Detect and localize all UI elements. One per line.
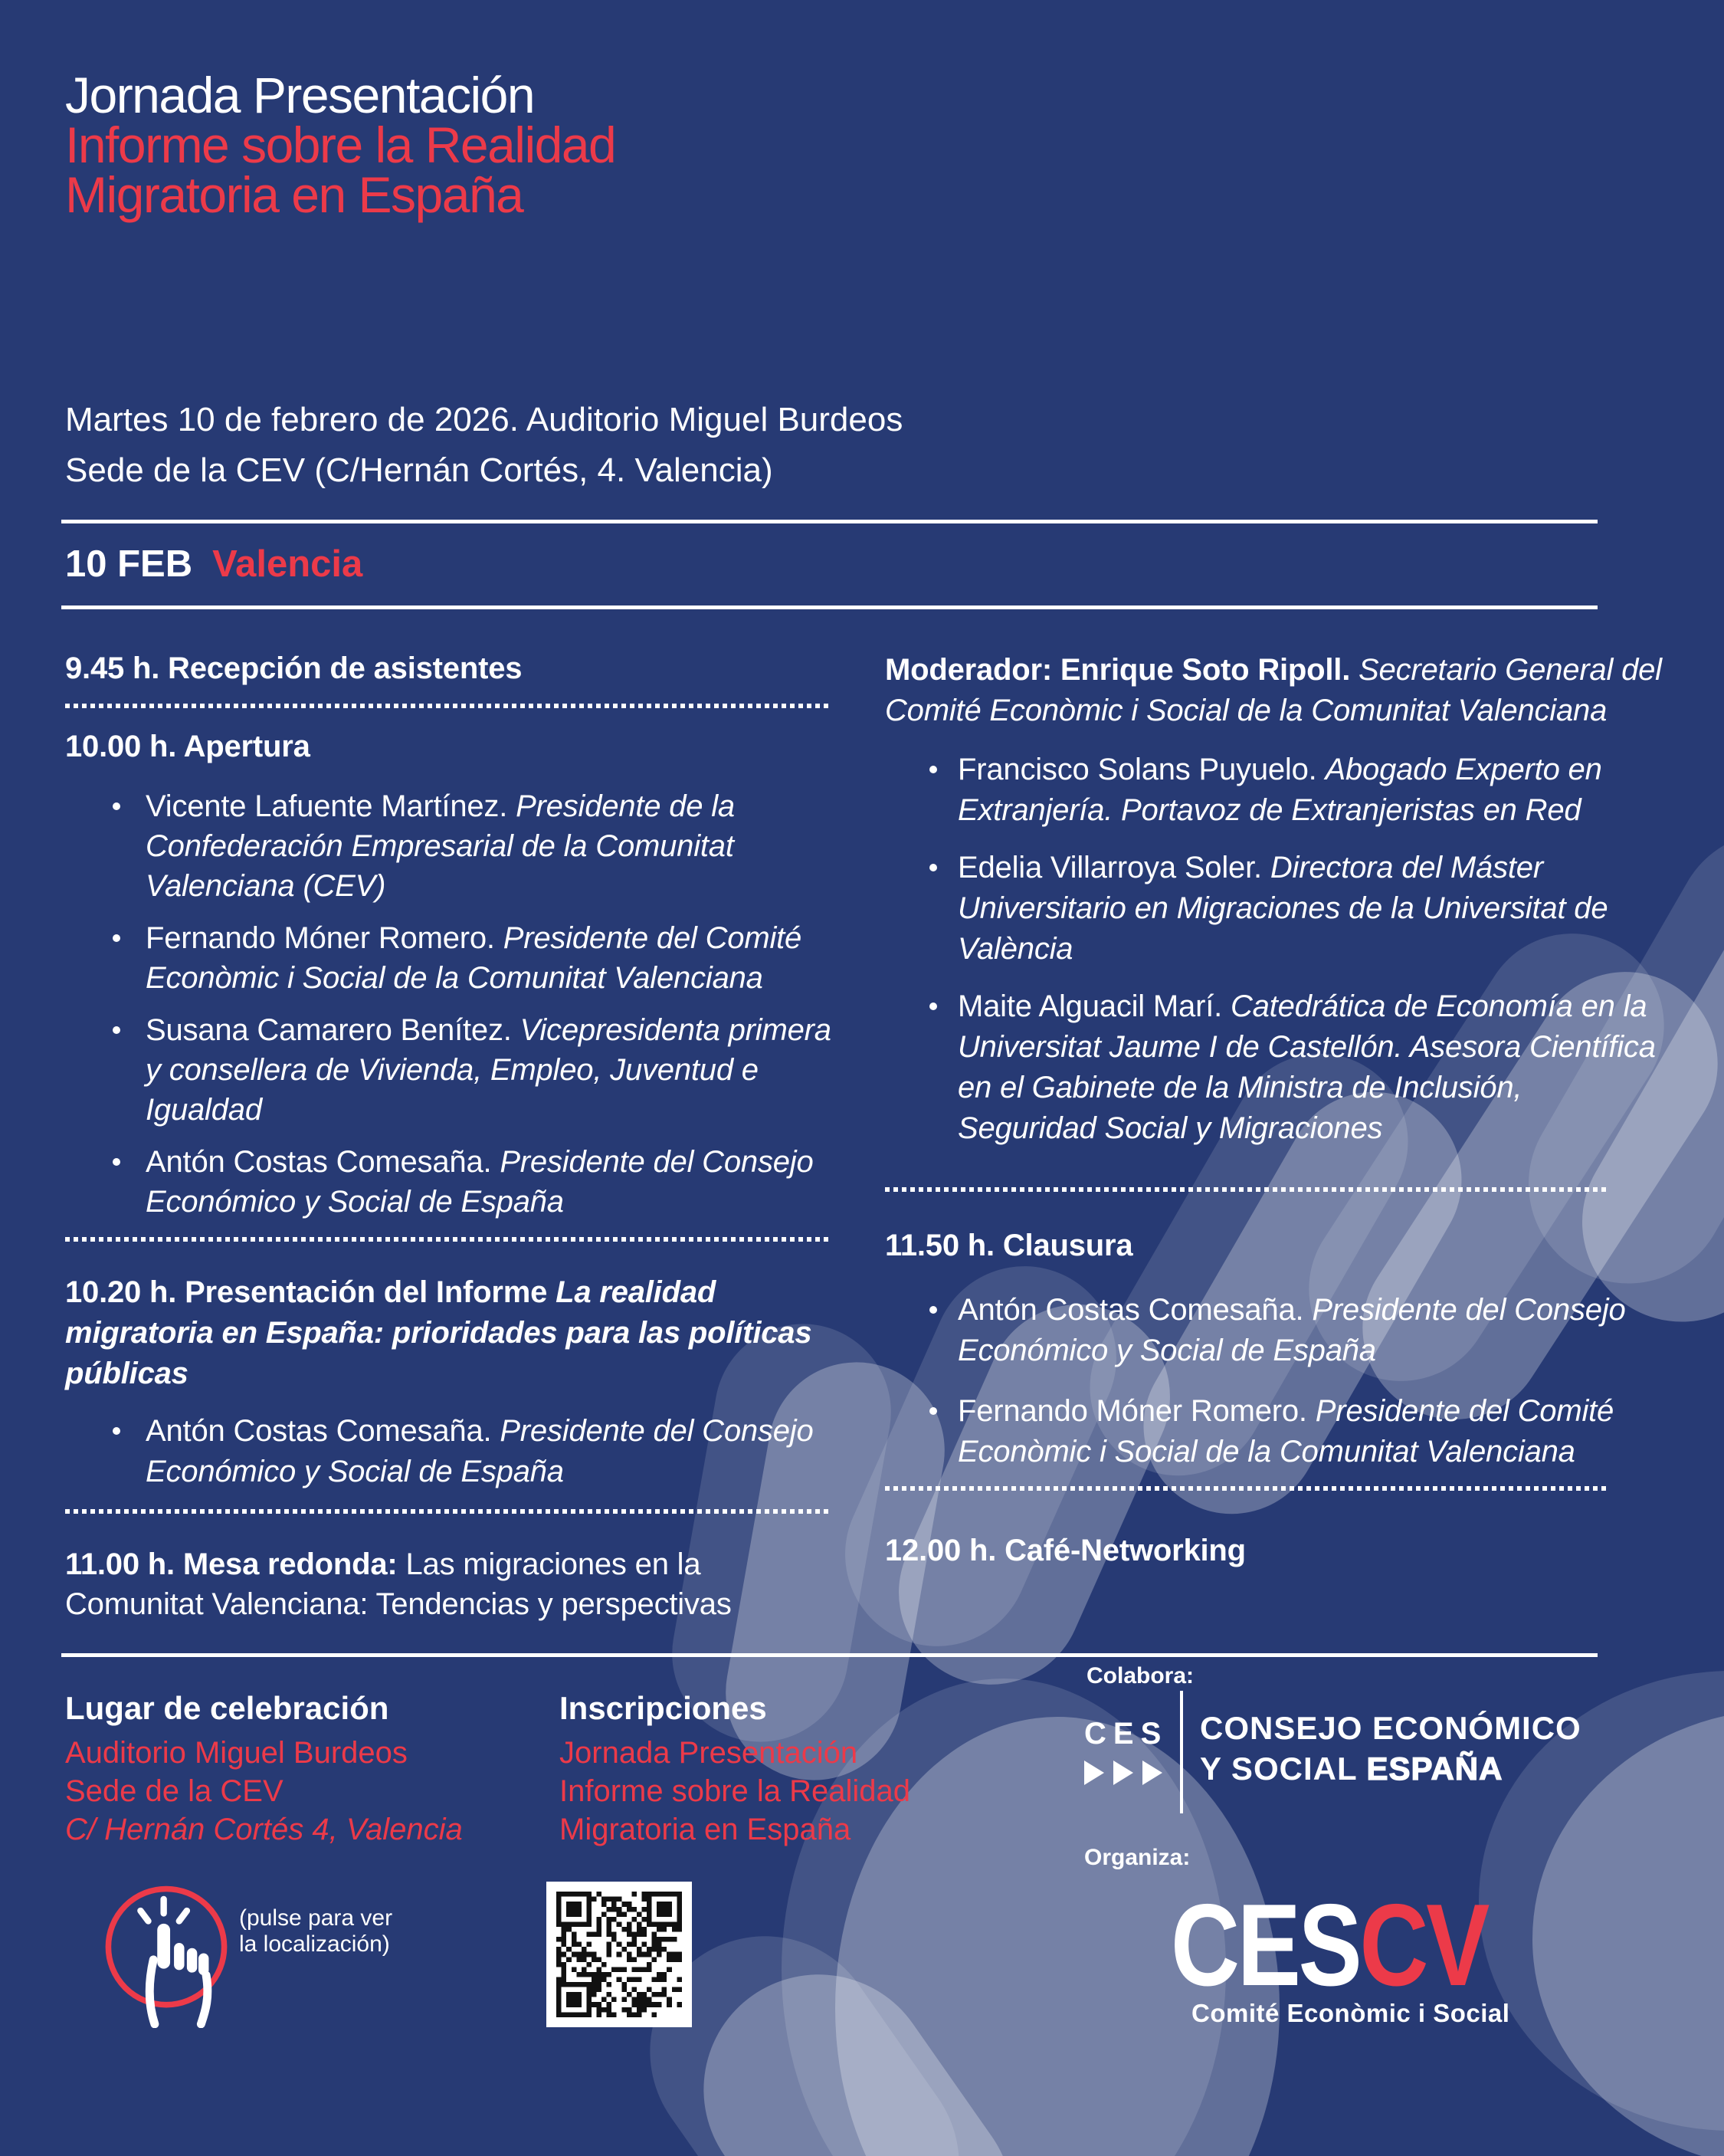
report-title-bold: 10.20 h. Presentación del Informe: [65, 1275, 548, 1309]
speaker-item: [885, 848, 1663, 970]
speaker-role: Presidente del Comité Econòmic i Social de la Comunitat Valenciana: [146, 921, 802, 995]
speaker-name: Antón Costas Comesaña.: [146, 1414, 492, 1448]
collaborates-label: Colabora:: [1087, 1663, 1195, 1688]
bullet-icon: [113, 1026, 120, 1034]
moderator-name: Moderador: Enrique Soto Ripoll.: [885, 653, 1351, 687]
session-roundtable-title: [65, 1544, 835, 1624]
session-opening-title: 10.00 h. Apertura: [65, 730, 310, 763]
subtitle-line-1: Martes 10 de febrero de 2026. Auditorio Miguel Burdeos: [65, 401, 903, 438]
title-line-3: Migratoria en España: [65, 166, 523, 223]
ces-name-line-1: CONSEJO ECONÓMICO: [1200, 1710, 1581, 1746]
speaker-role: Presidente del Comité Econòmic i Social de la Comunitat Valenciana: [958, 1394, 1614, 1469]
speaker-name: Francisco Solans Puyuelo.: [958, 753, 1317, 786]
speaker-role: Vicepresidenta primera y consellera de Vivienda, Empleo, Juventud e Igualdad: [146, 1013, 831, 1127]
map-hint-text: [239, 1905, 392, 1957]
inscriptions-line-2[interactable]: Informe sobre la Realidad: [559, 1774, 911, 1808]
moderator-role: Secretario General del Comité Econòmic i Social de la Comunitat Valenciana: [885, 653, 1662, 727]
inscriptions-heading: Inscripciones: [559, 1690, 767, 1726]
map-hint-line-2: la localización): [239, 1931, 390, 1957]
venue-line-3: C/ Hernán Cortés 4, Valencia: [65, 1813, 463, 1846]
venue-address: [65, 1734, 463, 1849]
dotted-separator: [885, 1187, 1609, 1192]
title-line-1: Jornada Presentación: [65, 67, 535, 123]
opening-speakers-list: [65, 786, 835, 1222]
bullet-icon: [929, 1003, 937, 1010]
dotted-separator: [885, 1486, 1609, 1491]
speaker-item: [65, 1411, 835, 1492]
report-speakers-list: [65, 1411, 835, 1492]
moderator-block: [885, 650, 1663, 731]
cescv-logo-subtitle: Comité Econòmic i Social: [1191, 1999, 1510, 2027]
inscriptions-link[interactable]: [559, 1734, 910, 1849]
speaker-item: [885, 750, 1663, 831]
poster-title: [65, 67, 616, 223]
speaker-item: [885, 986, 1663, 1149]
speaker-role: Presidente del Consejo Económico y Social de España: [146, 1145, 814, 1219]
speaker-item: [885, 1391, 1663, 1472]
cescv-logo-white: CES: [1171, 1880, 1360, 2010]
session-reception-title: 9.45 h. Recepción de asistentes: [65, 651, 523, 685]
ces-logo-name: [1200, 1708, 1581, 1789]
speaker-role: Presidente del Consejo Económico y Social de España: [146, 1414, 814, 1488]
cescv-logo-red: CV: [1359, 1880, 1488, 2010]
ces-name-heavy: ESPAÑA: [1366, 1751, 1503, 1787]
map-hint-line-1: (pulse para ver: [239, 1905, 393, 1931]
speaker-name: Fernando Móner Romero.: [958, 1394, 1307, 1428]
speaker-role: Presidente del Consejo Económico y Social de España: [958, 1293, 1626, 1367]
inscriptions-line-1[interactable]: Jornada Presentación: [559, 1736, 858, 1770]
speaker-name: Edelia Villarroya Soler.: [958, 851, 1262, 884]
agenda-column-right: [885, 650, 1663, 1570]
session-coffee-title: 12.00 h. Café-Networking: [885, 1534, 1246, 1567]
divider-top: [61, 520, 1598, 523]
cescv-logo: [1171, 1880, 1488, 2010]
title-line-2: Informe sobre la Realidad: [65, 116, 616, 173]
roundtable-title-rest: Las migraciones en la Comunitat Valenciana: Tendencias y perspectivas: [65, 1547, 732, 1621]
speaker-name: Antón Costas Comesaña.: [958, 1293, 1304, 1327]
organizes-label: Organiza:: [1084, 1845, 1191, 1870]
ces-name-regular: Y SOCIAL: [1200, 1751, 1357, 1787]
roundtable-speakers-list: [885, 750, 1663, 1149]
event-date-venue: [65, 395, 903, 496]
ces-triangles-icon: [1084, 1760, 1168, 1786]
speaker-role: Abogado Experto en Extranjería. Portavoz de Extranjeristas en Red: [958, 753, 1602, 827]
bullet-icon: [113, 934, 120, 942]
subtitle-line-2: Sede de la CEV (C/Hernán Cortés, 4. Valencia): [65, 451, 773, 489]
speaker-name: Maite Alguacil Marí.: [958, 989, 1223, 1023]
bullet-icon: [113, 1427, 120, 1435]
speaker-name: Vicente Lafuente Martínez.: [146, 789, 508, 823]
venue-heading: Lugar de celebración: [65, 1690, 389, 1726]
speaker-name: Fernando Móner Romero.: [146, 921, 495, 955]
report-title-italic: La realidad migratoria en España: prioridades para las políticas públicas: [65, 1275, 812, 1390]
ces-name-line-2: [1200, 1748, 1581, 1789]
ces-logo-divider: [1180, 1691, 1183, 1813]
bullet-icon: [929, 1407, 937, 1415]
session-closing-title: 11.50 h. Clausura: [885, 1229, 1133, 1262]
dotted-separator: [65, 1509, 831, 1514]
bullet-icon: [929, 1306, 937, 1314]
dotted-separator: [65, 704, 831, 708]
speaker-role: Catedrática de Economía en la Universitat Jaume I de Castellón. Asesora Científica en el Gabinete de la Ministra de Inclusión, Seguridad Social y Migraciones: [958, 989, 1656, 1145]
roundtable-title-bold: 11.00 h. Mesa redonda:: [65, 1547, 398, 1581]
dotted-separator: [65, 1237, 831, 1242]
venue-line-1: Auditorio Miguel Burdeos: [65, 1736, 408, 1770]
speaker-item: [885, 1290, 1663, 1371]
session-report-title: [65, 1272, 835, 1394]
speaker-item: [65, 918, 835, 998]
inscriptions-line-3[interactable]: Migratoria en España: [559, 1813, 851, 1846]
qr-code[interactable]: [546, 1882, 692, 2027]
speaker-name: Susana Camarero Benítez.: [146, 1013, 512, 1047]
speaker-role: Directora del Máster Universitario en Migraciones de la Universitat de València: [958, 851, 1608, 966]
speaker-item: [65, 1010, 835, 1130]
speaker-name: Antón Costas Comesaña.: [146, 1145, 492, 1179]
venue-line-2: Sede de la CEV: [65, 1774, 284, 1808]
bullet-icon: [929, 864, 937, 871]
ces-logo-acronym: CES: [1084, 1717, 1168, 1751]
agenda-column-left: [65, 650, 835, 1624]
band-city: Valencia: [212, 543, 363, 585]
bullet-icon: [113, 802, 120, 810]
bullet-icon: [929, 766, 937, 773]
speaker-item: [65, 1142, 835, 1222]
band-date: 10 FEB: [65, 543, 193, 585]
speaker-role: Presidente de la Confederación Empresarial de la Comunitat Valenciana (CEV): [146, 789, 735, 903]
bullet-icon: [113, 1158, 120, 1166]
divider-footer: [61, 1653, 1598, 1657]
closing-speakers-list: [885, 1290, 1663, 1472]
tap-hand-icon[interactable]: [102, 1882, 231, 2028]
speaker-item: [65, 786, 835, 906]
date-city-band: [65, 541, 362, 587]
divider-band-bottom: [61, 605, 1598, 609]
